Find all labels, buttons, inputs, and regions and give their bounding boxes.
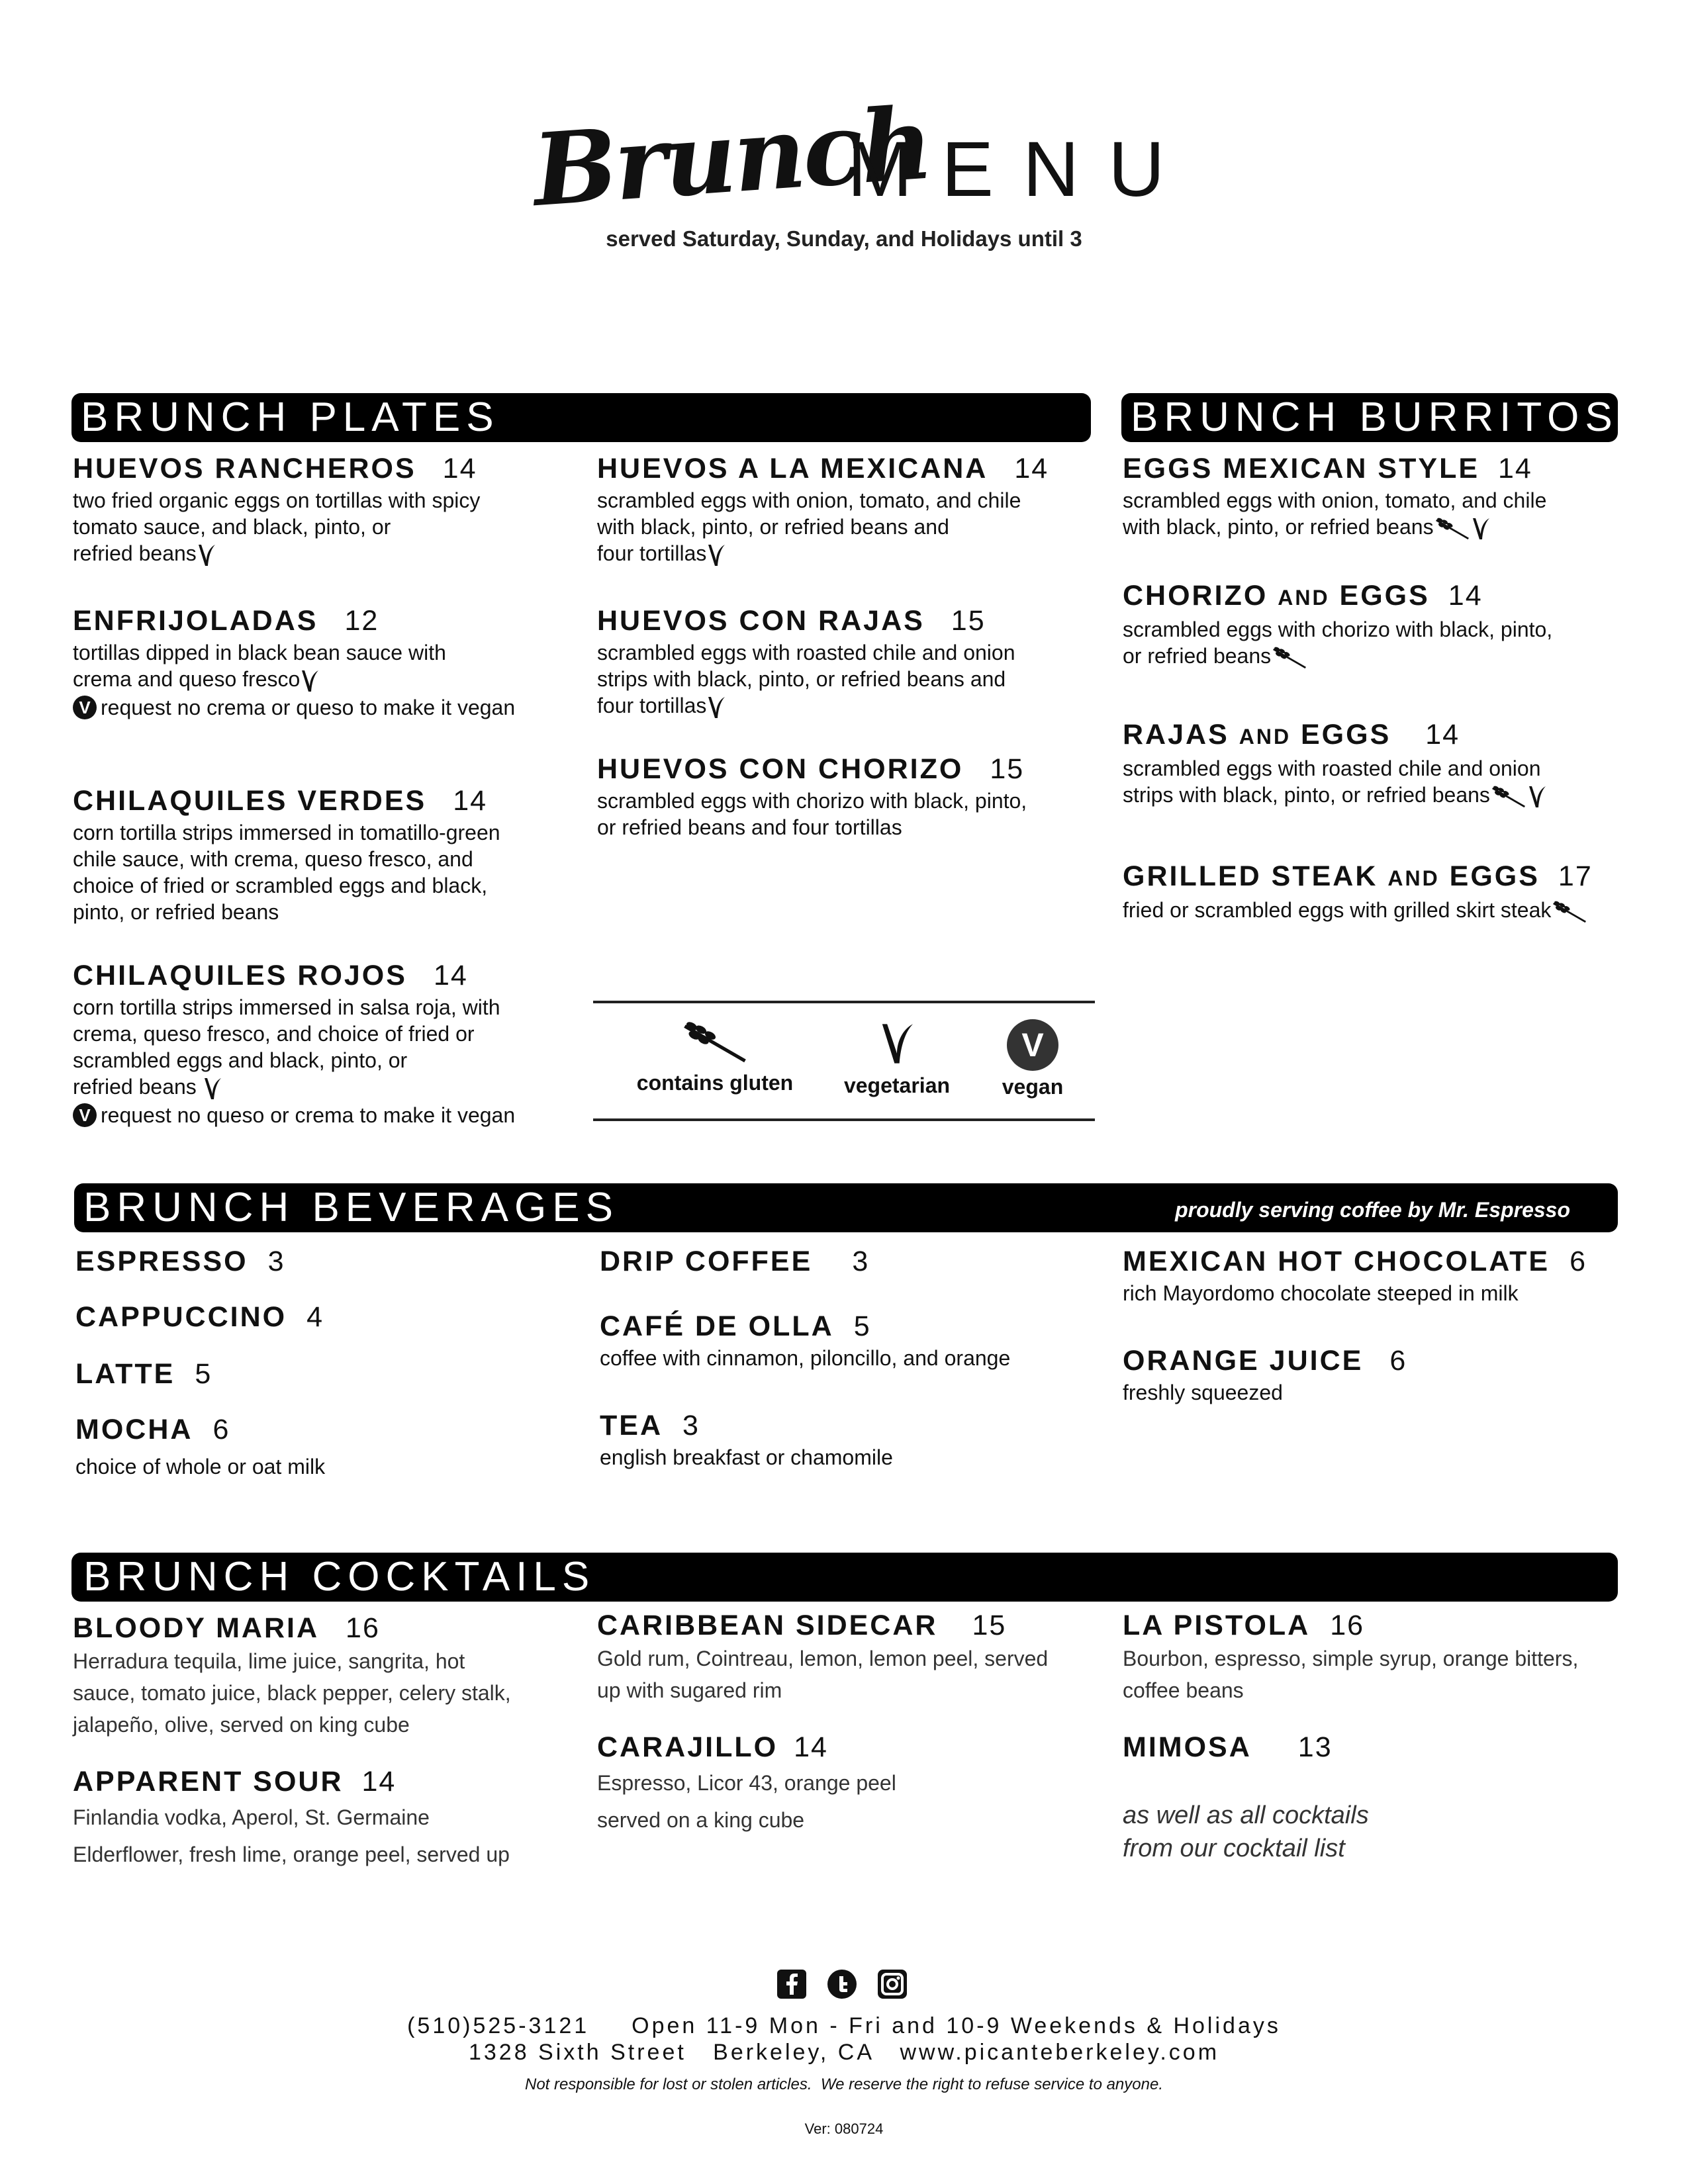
menu-item [1123, 1610, 1578, 1706]
menu-item [597, 605, 1015, 721]
item-desc-line: chile sauce, with crema, queso fresco, and [73, 847, 473, 871]
vegetarian-icon [203, 1075, 222, 1102]
item-name: ESPRESSO [75, 1246, 248, 1277]
item-desc-line: fried or scrambled eggs with grilled skirt steak [1123, 898, 1552, 922]
item-name: EGGS [1449, 860, 1540, 892]
burritos-section-bar [1121, 393, 1618, 442]
menu-item [75, 1246, 285, 1277]
script-title: Brunch [529, 85, 934, 229]
menu-title: MENU [847, 126, 1194, 213]
item-name: CHILAQUILES ROJOS [73, 960, 407, 991]
menu-item [1123, 580, 1552, 670]
item-name: BLOODY MARIA [73, 1612, 320, 1644]
item-desc-line: scrambled eggs with chorizo with black, pinto, [597, 789, 1027, 813]
menu-item [1123, 860, 1593, 925]
item-price: 14 [1448, 580, 1483, 612]
item-desc-line: or refried beans [1123, 644, 1272, 668]
item-name-and: AND [1239, 725, 1291, 749]
item-price: 15 [990, 753, 1025, 785]
item-name: EGGS [1301, 719, 1391, 751]
item-price: 14 [1014, 453, 1049, 484]
item-price: 5 [853, 1310, 871, 1342]
twitter-icon[interactable] [827, 1970, 857, 1999]
item-name: CAFÉ DE OLLA [600, 1310, 834, 1342]
vegan-icon: V [73, 696, 97, 719]
item-desc-line: crema and queso fresco [73, 667, 301, 691]
item-price: 14 [1498, 453, 1532, 484]
menu-item [600, 1310, 1010, 1371]
item-price: 6 [1570, 1246, 1587, 1277]
vegan-note: request no queso or crema to make it vegan [101, 1103, 516, 1127]
footer-version: Ver: 080724 [804, 2120, 884, 2137]
item-price: 14 [361, 1766, 397, 1797]
item-name: CHILAQUILES VERDES [73, 785, 427, 817]
legend-vegan-label: vegan [1002, 1075, 1064, 1099]
item-price: 16 [346, 1612, 380, 1644]
cocktails-section-title: BRUNCH COCKTAILS [83, 1554, 596, 1600]
item-desc-line: four tortillas [597, 541, 707, 565]
menu-item [75, 1301, 324, 1333]
vegetarian-icon [877, 1019, 917, 1068]
vegetarian-icon [706, 694, 726, 721]
item-desc-line: tortillas dipped in black bean sauce with [73, 641, 446, 664]
cocktail-list-note [1123, 1799, 1369, 1865]
item-price: 17 [1558, 860, 1593, 892]
item-desc-line: served on a king cube [597, 1808, 805, 1832]
item-desc-line: pinto, or refried beans [73, 900, 279, 924]
milk-note: choice of whole or oat milk [75, 1455, 326, 1479]
gluten-icon [1434, 516, 1471, 541]
menu-item [73, 785, 500, 925]
menu-item [1123, 1246, 1587, 1306]
item-desc-line: or refried beans and four tortillas [597, 815, 902, 839]
item-desc-line: four tortillas [597, 694, 707, 717]
vegetarian-icon [706, 542, 726, 569]
menu-item [75, 1358, 212, 1390]
item-name: EGGS MEXICAN STYLE [1123, 453, 1480, 484]
item-desc-line: coffee beans [1123, 1678, 1244, 1702]
menu-item [1123, 719, 1547, 810]
item-price: 3 [267, 1246, 285, 1277]
gluten-icon [1551, 899, 1588, 925]
item-name: TEA [600, 1410, 663, 1441]
gluten-icon [1271, 645, 1308, 670]
item-desc-line: scrambled eggs with roasted chile and onion [1123, 756, 1541, 780]
instagram-icon[interactable] [878, 1970, 907, 1999]
item-name: LATTE [75, 1358, 175, 1390]
item-price: 14 [794, 1731, 828, 1763]
vegetarian-icon [1527, 784, 1547, 810]
item-name: MOCHA [75, 1414, 193, 1445]
cocktail-note-line: from our cocktail list [1123, 1835, 1345, 1862]
vegetarian-icon [1471, 516, 1491, 542]
item-desc-line: strips with black, pinto, or refried beans and [597, 667, 1006, 691]
item-desc-line: refried beans [73, 541, 197, 565]
footer-hours: Open 11-9 Mon - Fri and 10-9 Weekends & Holidays [632, 2013, 1281, 2038]
item-desc-line: Bourbon, espresso, simple syrup, orange bitters, [1123, 1647, 1579, 1670]
item-desc-line: crema, queso fresco, and choice of fried or [73, 1022, 475, 1046]
item-desc: rich Mayordomo chocolate steeped in milk [1123, 1281, 1519, 1305]
item-name: RAJAS [1123, 719, 1229, 751]
legend-gluten-label: contains gluten [636, 1071, 794, 1095]
item-desc-line: strips with black, pinto, or refried beans [1123, 783, 1490, 807]
item-name: APPARENT SOUR [73, 1766, 344, 1797]
menu-item [597, 753, 1027, 841]
item-price: 5 [195, 1358, 212, 1390]
subtitle: served Saturday, Sunday, and Holidays until 3 [606, 226, 1082, 251]
item-price: 14 [442, 453, 477, 484]
cocktail-note-line: as well as all cocktails [1123, 1801, 1369, 1829]
menu-item [75, 1414, 325, 1480]
item-desc-line: scrambled eggs with onion, tomato, and chile [597, 488, 1021, 512]
item-desc-line: Gold rum, Cointreau, lemon, lemon peel, served [597, 1647, 1049, 1670]
legend-vegan [980, 1019, 1086, 1099]
item-desc: coffee with cinnamon, piloncillo, and orange [600, 1346, 1011, 1370]
item-desc-line: corn tortilla strips immersed in tomatillo-green [73, 821, 500, 844]
item-name: CARIBBEAN SIDECAR [597, 1610, 938, 1641]
item-name: MIMOSA [1123, 1731, 1252, 1763]
item-name: ENFRIJOLADAS [73, 605, 318, 637]
item-desc-line: scrambled eggs with onion, tomato, and chile [1123, 488, 1547, 512]
menu-item [597, 1610, 1048, 1706]
item-desc-line: corn tortilla strips immersed in salsa roja, with [73, 995, 500, 1019]
gluten-icon [679, 1019, 751, 1066]
cocktails-section-bar [71, 1553, 1618, 1602]
menu-item [73, 605, 515, 721]
legend-gluten [622, 1019, 808, 1095]
footer-address: 1328 Sixth Street Berkeley, CA www.picanteberkeley.com [468, 2040, 1220, 2065]
beverages-note: proudly serving coffee by Mr. Espresso [1175, 1198, 1570, 1222]
item-name: HUEVOS RANCHEROS [73, 453, 416, 484]
item-desc-line: scrambled eggs and black, pinto, or [73, 1048, 408, 1072]
item-price: 14 [433, 960, 468, 991]
item-desc-line: Finlandia vodka, Aperol, St. Germaine [73, 1805, 430, 1829]
item-price: 15 [951, 605, 986, 637]
legend-vegetarian [821, 1019, 973, 1098]
item-name: HUEVOS CON RAJAS [597, 605, 925, 637]
footer-phone[interactable]: (510)525-3121 [407, 2013, 590, 2038]
item-desc-line: Herradura tequila, lime juice, sangrita, hot [73, 1649, 465, 1673]
item-price: 6 [1389, 1345, 1407, 1377]
item-desc-line: Elderflower, fresh lime, orange peel, served up [73, 1843, 510, 1866]
item-name: DRIP COFFEE [600, 1246, 813, 1277]
footer-disclaimer: Not responsible for lost or stolen articles. We reserve the right to refuse service to anyone. [524, 2075, 1163, 2093]
beverages-section-title: BRUNCH BEVERAGES [83, 1185, 619, 1230]
legend-top-rule [593, 1001, 1095, 1003]
item-price: 14 [453, 785, 488, 817]
menu-item [73, 1612, 511, 1741]
menu-item [1123, 453, 1546, 542]
burritos-section-title: BRUNCH BURRITOS [1131, 394, 1618, 440]
legend-vegetarian-label: vegetarian [843, 1073, 951, 1097]
facebook-icon[interactable] [777, 1970, 806, 1999]
item-desc: freshly squeezed [1123, 1381, 1283, 1404]
item-price: 4 [306, 1301, 324, 1333]
item-name: HUEVOS CON CHORIZO [597, 753, 964, 785]
item-name: ORANGE JUICE [1123, 1345, 1364, 1377]
beverages-section-bar [74, 1183, 1618, 1232]
item-price: 3 [682, 1410, 700, 1441]
item-price: 12 [344, 605, 379, 637]
plates-section-title: BRUNCH PLATES [81, 394, 500, 440]
item-name: CAPPUCCINO [75, 1301, 287, 1333]
item-price: 13 [1297, 1731, 1333, 1763]
menu-item [597, 453, 1049, 569]
item-price: 3 [852, 1246, 870, 1277]
item-desc-line: up with sugared rim [597, 1678, 782, 1702]
item-desc-line: scrambled eggs with chorizo with black, pinto, [1123, 617, 1553, 641]
legend-bottom-rule [593, 1118, 1095, 1121]
item-name: HUEVOS A LA MEXICANA [597, 453, 988, 484]
item-price: 6 [212, 1414, 230, 1445]
item-desc-line: two fried organic eggs on tortillas with spicy [73, 488, 481, 512]
item-price: 14 [1425, 719, 1460, 751]
menu-item [1123, 1731, 1333, 1763]
item-desc-line: choice of fried or scrambled eggs and black, [73, 874, 488, 897]
item-name: CHORIZO [1123, 580, 1268, 612]
vegan-icon: V [73, 1103, 97, 1127]
item-name: GRILLED STEAK [1123, 860, 1378, 892]
item-name-and: AND [1387, 866, 1440, 890]
item-price: 15 [972, 1610, 1007, 1641]
menu-item [73, 960, 515, 1128]
vegetarian-icon [197, 542, 216, 569]
menu-item [73, 453, 480, 569]
item-desc-line: scrambled eggs with roasted chile and onion [597, 641, 1015, 664]
vegan-note: request no crema or queso to make it vegan [101, 695, 516, 719]
item-name: EGGS [1339, 580, 1430, 612]
menu-item [73, 1766, 510, 1873]
menu-item [1123, 1345, 1407, 1406]
menu-item [600, 1246, 869, 1277]
item-desc-line: sauce, tomato juice, black pepper, celery stalk, [73, 1681, 511, 1705]
item-name: CARAJILLO [597, 1731, 778, 1763]
item-desc-line: tomato sauce, and black, pinto, or [73, 515, 391, 539]
footer-contact-line [0, 2013, 1688, 2039]
item-desc-line: with black, pinto, or refried beans and [597, 515, 949, 539]
gluten-icon [1490, 784, 1527, 809]
vegetarian-icon [300, 668, 320, 694]
item-desc-line: Espresso, Licor 43, orange peel [597, 1771, 896, 1795]
item-name: MEXICAN HOT CHOCOLATE [1123, 1246, 1550, 1277]
item-desc-line: refried beans [73, 1075, 197, 1099]
item-desc-line: with black, pinto, or refried beans [1123, 515, 1434, 539]
menu-item [597, 1731, 896, 1839]
item-name: LA PISTOLA [1123, 1610, 1311, 1641]
item-desc: english breakfast or chamomile [600, 1445, 893, 1469]
item-price: 16 [1330, 1610, 1365, 1641]
item-desc-line: jalapeño, olive, served on king cube [73, 1713, 410, 1737]
plates-section-bar [71, 393, 1091, 442]
item-name-and: AND [1278, 586, 1330, 610]
menu-item [600, 1410, 893, 1471]
vegan-icon: V [1007, 1019, 1058, 1071]
